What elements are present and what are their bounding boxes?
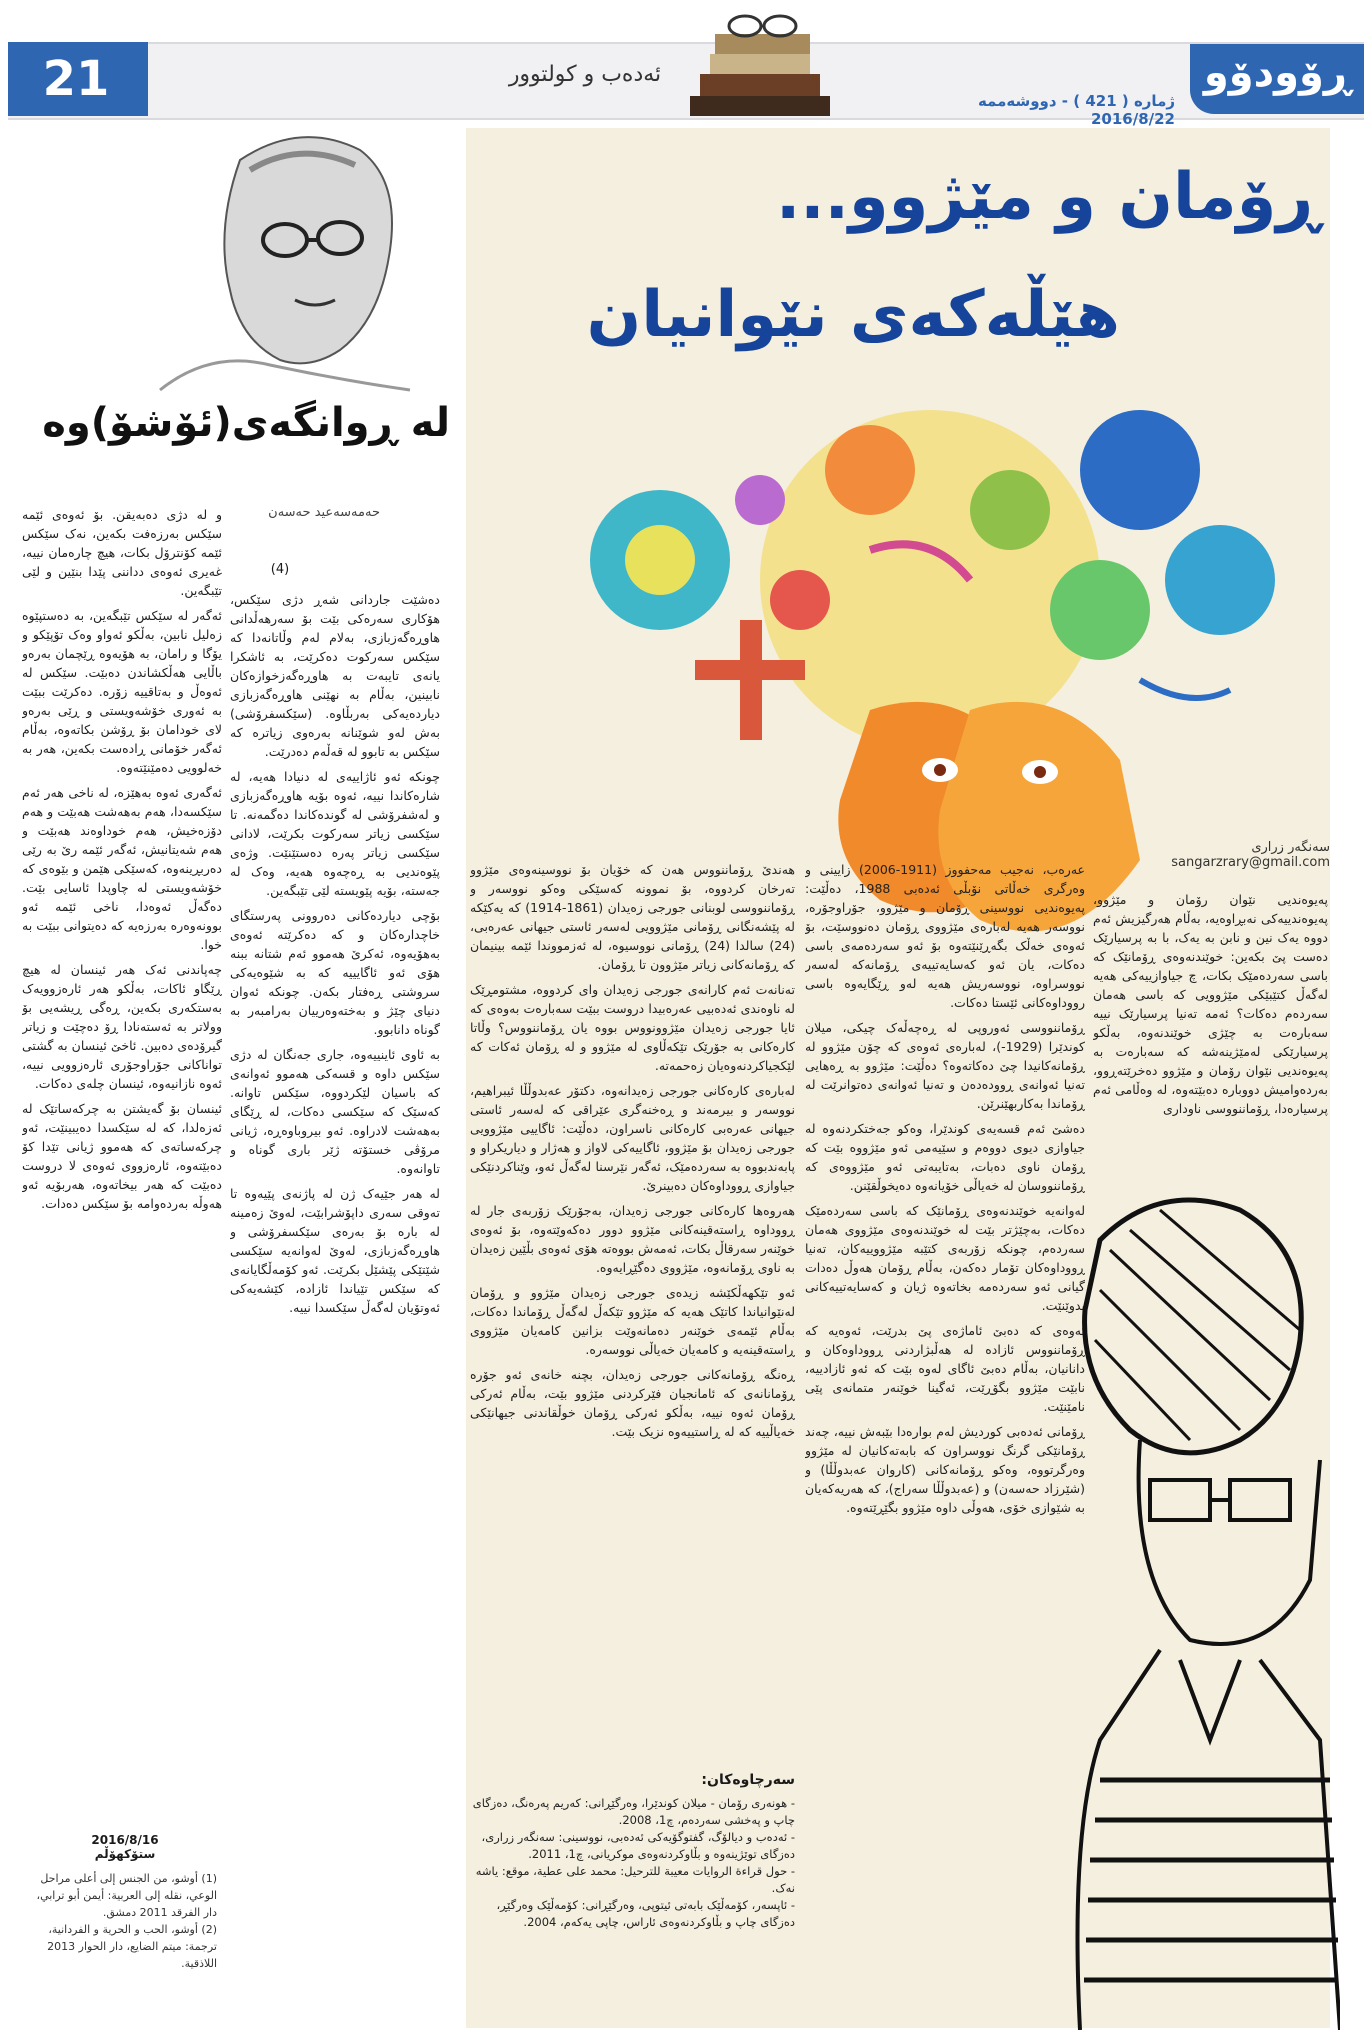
paragraph: و لە دژی دەبەیقن. بۆ ئەوەی ئێمە سێکس بەرزەفت بکەین، نەک سێکس ئێمە کۆنترۆل بکات، هیچ چارەمان نییە، غەیری ئەوەی دداننی پێدا بنێین و لێی تێبگەین. [22, 507, 222, 598]
reference: (2) أوشو، الحب و الحرية و الفردانية، ترجمة: ميتم الضايع، دار الحوار 2013 اللاذقية. [47, 1923, 217, 1970]
paragraph: لەوانەیە خوێندنەوەی ڕۆمانێک کە باسی سەردەمێک دەکات، بەچێژتر بێت لە خوێندنەوەی مێژووی هەمان سەردەم، چونکە زۆربەی کتێبە مێژووییەکان، تەنیا ڕووداوەکان تۆمار دەکەن، بەڵام ڕۆمان هەوڵ دەدات گیانی ئەو سەردەمە بخاتەوە ژیان و کەسایەتییەکانی بدوێنێت. [805, 1203, 1085, 1313]
paragraph: تەنانەت ئەم کارانەی جورجی زەیدان وای کردووە، مشتومڕێک لە ناوەندی ئەدەبیی عەرەبیدا دروست ببێت سەبارەت بەوەی کە ئایا جورجی زەیدان مێژوونووس بووە یان ڕۆماننووس؟ وڵاتا کارەکانی بە جۆرێک تێکەڵاوی لە مێژوو و لە ڕۆمان ئەکات کە لێکجیاکردنەوەیان زەحمەتە. [470, 982, 795, 1073]
article-column-c [470, 860, 795, 1770]
paragraph: لەبارەی کارەکانی جورجی زەیدانەوە، دکتۆر عەبدوڵڵا ئیبراهیم، نووسەر و بیرمەند و ڕەخنەگری عێراقی کە لەسەر ئاستی جیهانی عەرەبی کارەکانی ناسراون، دەڵێت: ئاگاییی مێژوویی جورجی زەیدان بۆ مێژوو، ئاگاییەکی لاواز و هەژار و دیاریکراو و پابەندبووە بە سەردەمێک، ئەگەر نێرسنا لەگەڵ ئەو، وێناکردنێکی جیاوازی ڕووداوەکان دەبینرێ. [470, 1083, 795, 1193]
paragraph: دەشێ ئەم قسەیەی کوندێرا، وەکو جەختکردنەوە لە جیاوازی دیوی دووەم و سێیەمی ئەو مێژووە بێت کە ڕۆمان ناوی دەبات، بەتایبەتی ئەو مێژووەی کە ڕۆماننووسان لە خەیاڵی خۆیانەوە دەیخوڵقێنن. [805, 1121, 1085, 1193]
column-text-a [22, 505, 222, 1755]
byline-email: sangarzrary@gmail.com [1171, 855, 1330, 870]
paragraph: هەروەها کارەکانی جورجی زەیدان، بەجۆرێک زۆربەی جار لە ڕووداوە ڕاستەقینەکانی مێژوو دوور دەکەوێتەوە، بۆ ئەوەی خوێنەر سەرقاڵ بکات، ئەمەش بووەتە هۆی ئەوەی بڵێین زەیدان بە ناوی ڕۆمانەوە، مێژووی دەگێڕایەوە. [470, 1203, 795, 1275]
paragraph: ئینسان بۆ گەیشتن بە چرکەساتێک لە ئەزەلدا، کە لە سێکسدا دەیبینێت، ئەو چرکەساتەی کە هەموو ژیانی تێدا کۆ دەبێتەوە، ئارەزووی ئەوەی لا دروست دەبێت کە هەر بیخاتەوە، هەربۆیە ئەو هەوڵە بەردەوامە بۆ سێکس دەدات. [22, 1101, 222, 1211]
headline-line-1: ڕۆمان و مێژوو... [775, 160, 1320, 234]
books-illustration [670, 4, 850, 116]
source-item: - حول قراءة الروایات معیبة للترحیل: محمد علی عطیة، موقع: یاشە نەک. [475, 1864, 795, 1895]
byline-author: سەنگەر زراری [1251, 840, 1330, 855]
paragraph: هەندێ ڕۆماننووس هەن کە خۆیان بۆ نووسینەوەی مێژوو تەرخان کردووە، بۆ نموونە کەسێکی وەکو نووسەر و ڕۆماننووسی لوبنانی جورجی زەیدان (1861-1914) کە یەکێکە لە پێشەنگانی ڕۆمانی مێژوویی لەسەر ئاستی جیهانی عەرەبی، (24) سالدا (24) ڕۆمانی نووسیوە، لە ئەزمووندا ئێمە بینیمان کە ڕۆمانەکانی زیاتر مێژوون تا ڕۆمان. [470, 862, 795, 972]
column-title: لە ڕوانگەی(ئۆشۆ)وە [42, 400, 450, 446]
page-number: 21 [42, 51, 110, 107]
paragraph: پەیوەندیی نێوان رۆمان و مێژوو، پەیوەندییەکی نەبڕاوەیە، بەڵام هەرگیزیش ئەم دووە یەک نین و نابن بە یەک، با بە پرسیارێک دەست پێ بکەین: خوێندنەوەی ڕۆمانێک کە باسی سەردەمێک بکات، چ جیاوازییەکی هەیە لەگەڵ کتێبێکی مێژوویی کە باسی هەمان سەردەم دەکات؟ ئەمە تەنیا پرسیارێک نییە سەبارەت بە چێژی خوێندنەوە، بەڵکو پرسیارێکی لەمێژینەشە کە سەبارەت بە پەیوەندیی نێوان رۆمان و مێژوو دەخرێتەڕوو، بەردەوامیش دووبارە دەبێتەوە، لە وەڵامی ئەم پرسیارەدا، ڕۆماننووسی ناوداری [1093, 892, 1328, 1116]
paragraph: ئەوەی کە دەبێ ئاماژەی پێ بدرێت، ئەوەیە کە ڕۆماننووس ئازادە لە هەڵبژاردنی ڕووداوەکان و دانانیان، بەڵام دەبێ ئاگای لەوە بێت کە ئەو ئازادییە، نابێت مێژوو بگۆڕێت، ئەگینا خوێنەر متمانەی پێی نامێنێت. [805, 1323, 1085, 1414]
paragraph: عەرەب، نەجیب مەحفووز (1911-2006) زایینی و وەرگری خەڵاتی نۆبڵی ئەدەبی 1988، دەڵێت: پەیوەندیی نووسینی ڕۆمان و مێژوو، جۆراوجۆرە، نووسەر هەیە لەبارەی مێژووی ڕۆمان دەنووسێت، بۆ ئەوەی خەڵک بگەڕێنێتەوە بۆ ئەو سەردەمەی باسی دەکات، یان ئەو کەسایەتییەی ڕۆمانەکە لەسەر نووسراوە، نووسەریش هەیە لەو ڕێگایەوە باسی رووداوەکانی ئێستا دەکات. [805, 862, 1085, 1010]
paragraph: چونکە ئەو ئاژاییەی لە دنیادا هەیە، لە شارەکاندا نییە، ئەوە بۆیە هاوڕەگەزبازی و لەشفرۆشی لە گوندەکاندا دەگمەنە. تا سێکسی زیاتر سەرکوت بکرێت، لادانی سێکسی زیاتر پەرە دەستێنێت. وژەی پێوەندیی بە ڕەچەوە هەیە، وەک لە جەستە، بۆیە پێویستە لێی تێبگەین. [230, 769, 440, 898]
paragraph: ئەگەر لە سێکس تێبگەین، بە دەستپێوە زەلیل نابین، بەڵکو ئەواو وەک تۆپێکو و یۆگا و رامان، بە هۆیەوە ڕێچمان بەرەو باڵایی هەڵکشاندن دەبێت. سێکس لە ئەوەڵ و بەتاقییە زۆرە. دەکرێت ببێت بە ئەوری خۆشەویستی و ڕێی بەرەو لای خودامان بۆ ڕۆشن بکاتەوە، بەڵام ئەگەر خۆمانی ڕادەست بکەین، هەر بە خەلوویی دەمێنێتەوە. [22, 608, 222, 775]
newspaper-logo: ڕۆودۆو [1203, 50, 1352, 96]
source-item: - ئاپسەر، کۆمەڵێک بابەتی ئیتوپی، وەرگێڕانی: کۆمەڵێک وەرگێڕ، دەزگای چاپ و بڵاوکردنەوەی ئاراس، چاپی یەکەم، 2004. [496, 1898, 795, 1929]
signoff-place: ستۆکهۆڵم [94, 1847, 156, 1861]
source-item: - ئەدەب و دیالۆگ، گفتوگۆیەکی ئەدەبی، نووسینی: سەنگەر زراری، دەزگای توێژینەوە و بڵاوکردنەوەی موکریانی، چ1، 2011. [481, 1830, 795, 1861]
paragraph: چەپاندنی ئەک هەر ئینسان لە هیچ ڕێگاو ئاکات، بەڵکو هەر ئارەزوویەک بەستکەری بکەین، ڕەگی ڕیشەیی بۆ وولاتر بە ئەستەنادا ڕۆ دەچێت و زیاتر گیرۆدەی دەبین. ئاخێ ئینسان بە گشتی تواناکانی جۆراوجۆری ئارەزوویی نییە، ئەوە نازانیەوە، ئینسان چلەی دەکات. [22, 962, 222, 1091]
paragraph: ئەگەری ئەوە بەهێزە، لە ناخی هەر ئەم سێکسەدا، هەم بەهەشت هەبێت و هەم دۆزەخیش، هەم خوداوەند هەبێت و هەم شەیتانیش، ئەگەر ئێمە رێ بە رێی دەربڕینەوە، کەسێکی هێمن و بێوەی کە خۆشەویستی لە چاوپدا ئاسایی بێت. دەگەڵ ئەوەدا، ناخی ئێمە ئەو بوونەوەرە بەرزەیە کە دەیتوانی ببێت بە خوا. [22, 785, 222, 952]
part-number: (4) [270, 562, 290, 577]
signoff [30, 1833, 220, 1861]
reference: (1) أوشو، من الجنس إلی أعلی مراحل الوعي، نقله إلی العربية: أيمن أبو ترابي، دار الفرقد 2011 دمشق. [36, 1872, 217, 1919]
paragraph: ڕۆماننووسی ئەوروپی لە ڕەچەڵەک چیکی، میلان کوندێرا (1929-)، لەبارەی ئەوەی کە چۆن مێژوو لە ڕۆمانەکانیدا چێ دەکاتەوە؟ دەڵێت: مێژوو بە ڕەهایی تەنیا ئەوانەی ڕوودەدەن و تەنیا ئەوانەی دەتوانرێت لە ڕۆماندا بەکاربهێنرێن. [805, 1020, 1085, 1111]
column-author: حەمەسەعید حەسەن [268, 505, 380, 520]
paragraph: ڕۆمانی ئەدەبی کوردیش لەم بوارەدا بێبەش نییە، چەند ڕۆمانێکی گرنگ نووسراون کە بابەتەکانیان لە مێژوو وەرگرتووە، وەکو ڕۆمانەکانی (کاروان عەبدوڵڵا) و (شێرزاد حەسەن) و (عەبدوڵڵا سەراج)، کە هەریەکەیان بە شێوازی خۆی، هەوڵی داوە مێژوو بگێڕێتەوە. [805, 1424, 1085, 1515]
byline [1090, 840, 1330, 870]
paragraph: لە هەر جێیەک ژن لە پاژنەی پێیەوە تا تەوقی سەری داپۆشرابێت، لەوێ زەمینە لە بارە بۆ بەرەی سێکسفرۆشی و هاوڕەگەزبازی، لەوێ لەوانەیە سێکسی شێتێکی پێشێل بکرێت. ئەو کۆمەڵگایانەی کە سێکس تێیاندا ئازادە، کێشەیەکی ئەوتۆیان لەگەڵ سێکسدا نییە. [230, 1186, 440, 1315]
paragraph: دەشێت جاردانی شەڕ دژی سێکس، هۆکاری سەرەکی بێت بۆ سەرهەڵدانی هاوڕەگەزبازی، بەلام لەم وڵاتانەدا کە سێکس سەرکوت دەکرێت، بە ئاشکرا یانەی تایبەت بە هاوڕەگەزخوازەکان نابینین، بەڵام بە نهێنی هاوڕەگەزبازی دیاردەیەکی بەربڵاوە. (سێکسفرۆشی) بەش لەو شوێنانە بەرەوی زیاترە کە سێکس بە تابوو لە قەڵەم دەدرێت. [230, 592, 440, 759]
paragraph: بە ئاوی ئاینییەوە، جاری جەنگان لە دژی سێکس داوە و قسەکی هەموو ئەوانەی کە باسیان لێکردووە، سێکس تاوانە. کەسێک کە سێکسی دەکات، لە ڕێگای بەهەشت لادراوە. ئەو بیروباوەڕە، ژیانی مرۆڤی خستۆتە ژێر باری گوناه و تاوانەوە. [230, 1047, 440, 1176]
sources-title: سەرچاوەکان: [701, 1772, 795, 1788]
author-portrait-sketch [120, 120, 450, 400]
sources-list [470, 1795, 795, 1931]
references [22, 1870, 217, 1972]
paragraph: ڕەنگە ڕۆمانەکانی جورجی زەیدان، بچنە خانەی ئەو جۆرە ڕۆمانانەی کە ئامانجیان فێرکردنی مێژوو بێت، بەڵام ئەرکی ڕۆمان ئەوە نییە، بەڵکو ئەرکی ڕۆمان خوڵقاندنی جیهانێکی خەیاڵییە کە لە ڕاستییەوە نزیک بێت. [470, 1367, 795, 1439]
man-sketch-illustration [1040, 1180, 1340, 2030]
issue-info: ژمارە ( 421 ) - دووشەممە 2016/8/22 [977, 92, 1175, 128]
section-title: ئەدەب و کولتوور [508, 62, 662, 87]
column-text-b [230, 590, 440, 1920]
paragraph: بۆچی دیاردەکانی دەروونی پەرستگای خاچدارەکان و کە دەکرێتە ئەوەی بەهۆیەوە، ئەکرێ هەموو ئەم شتانە ببنە هۆی ئەو ئاگایییە کە بە شێوەیەکی سروشتی ڕەفتار بکەن. چونکە ئەوان دنیای چێژ و بەختەوەرییان بەرامبەر بە گوناه دانابوو. [230, 908, 440, 1037]
signoff-date: 2016/8/16 [91, 1833, 159, 1847]
article-column-a [1093, 890, 1328, 1170]
headline-line-2: هێڵەکەی نێوانیان [586, 278, 1120, 352]
source-item: - هونەری رۆمان - میلان کوندێرا، وەرگێڕانی: کەریم پەرەنگ، دەزگای چاپ و پەخشی سەردەم، چ1، 2008. [472, 1796, 795, 1827]
paragraph: ئەو تێکهەڵکێشە زیدەی جورجی زەیدان مێژوو و ڕۆمان لەنێوانیاندا کاتێک هەیە کە مێژوو تێکەڵ لەگەڵ ڕۆماندا دەکات، بەڵام ئێمەی خوێنەر دەمانەوێت بزانین کامەیان مێژووی ڕاستەقینەیە و کامەیان خەیاڵی نووسەرە. [470, 1285, 795, 1357]
